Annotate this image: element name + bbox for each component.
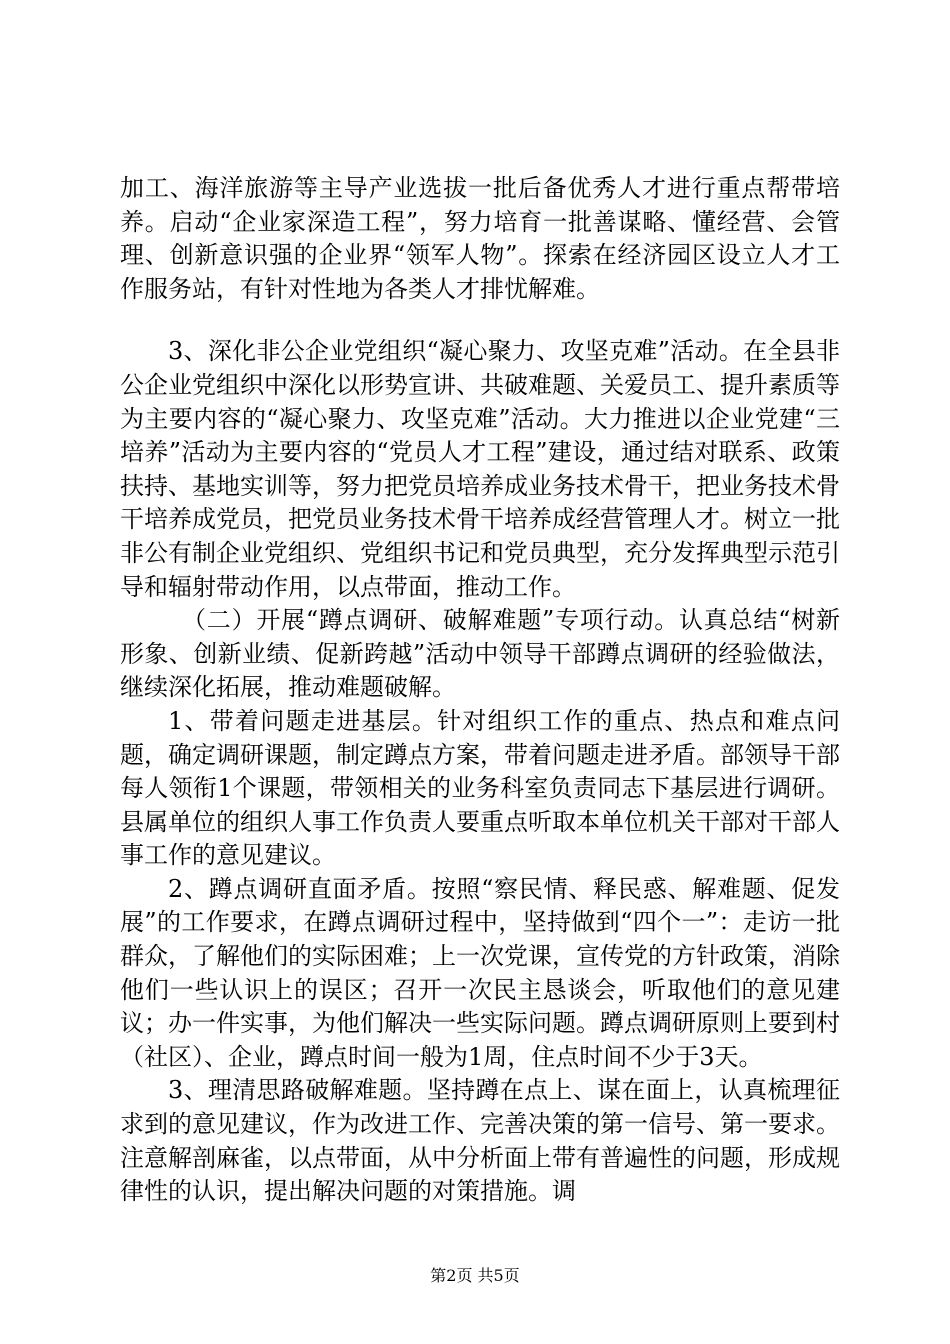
document-body <box>120 172 840 1209</box>
paragraph-item-3: 3、理清思路破解难题。坚持蹲在点上、谋在面上，认真梳理征求到的意见建议，作为改进工作、完善决策的第一信号、第一要求。注意解剖麻雀，以点带面，从中分析面上带有普遍性的问题，形成规律性的认识，提出解决问题的对策措施。调 <box>120 1076 840 1206</box>
paragraph-section-3: 3、深化非公企业党组织“凝心聚力、攻坚克难”活动。在全县非公企业党组织中深化以形势宣讲、共破难题、关爱员工、提升素质等为主要内容的“凝心聚力、攻坚克难”活动。大力推进以企业党建“三培养”活动为主要内容的“党员人才工程”建设，通过结对联系、政策扶持、基地实训等，努力把党员培养成业务技术骨干，把业务技术骨干培养成党员，把党员业务技术骨干培养成经营管理人才。树立一批非公有制企业党组织、党组织书记和党员典型，充分发挥典型示范引导和辐射带动作用，以点带面，推动工作。 <box>120 337 840 601</box>
paragraph-continuation: 加工、海洋旅游等主导产业选拔一批后备优秀人才进行重点帮带培养。启动“企业家深造工程”，努力培育一批善谋略、懂经营、会管理、创新意识强的企业界“领军人物”。探索在经济园区设立人才工作服务站，有针对性地为各类人才排忧解难。 <box>120 174 840 303</box>
paragraph-item-1: 1、带着问题走进基层。针对组织工作的重点、热点和难点问题，确定调研课题，制定蹲点方案，带着问题走进矛盾。部领导干部每人领衔1个课题，带领相关的业务科室负责同志下基层进行调研。县属单位的组织人事工作负责人要重点听取本单位机关干部对干部人事工作的意见建议。 <box>120 706 840 870</box>
paragraph-heading-2: （二）开展“蹲点调研、破解难题”专项行动。认真总结“树新形象、创新业绩、促新跨越”活动中领导干部蹲点调研的经验做法，继续深化拓展，推动难题破解。 <box>120 606 840 702</box>
page-number: 第2页 共5页 <box>430 1266 520 1285</box>
page-footer <box>0 1266 950 1286</box>
paragraph-item-2: 2、蹲点调研直面矛盾。按照“察民情、释民惑、解难题、促发展”的工作要求，在蹲点调研过程中，坚持做到“四个一”：走访一批群众，了解他们的实际困难；上一次党课，宣传党的方针政策，消除他们一些认识上的误区；召开一次民主恳谈会，听取他们的意见建议；办一件实事，为他们解决一些实际问题。蹲点调研原则上要到村（社区）、企业，蹲点时间一般为1周，住点时间不少于3天。 <box>120 874 840 1071</box>
